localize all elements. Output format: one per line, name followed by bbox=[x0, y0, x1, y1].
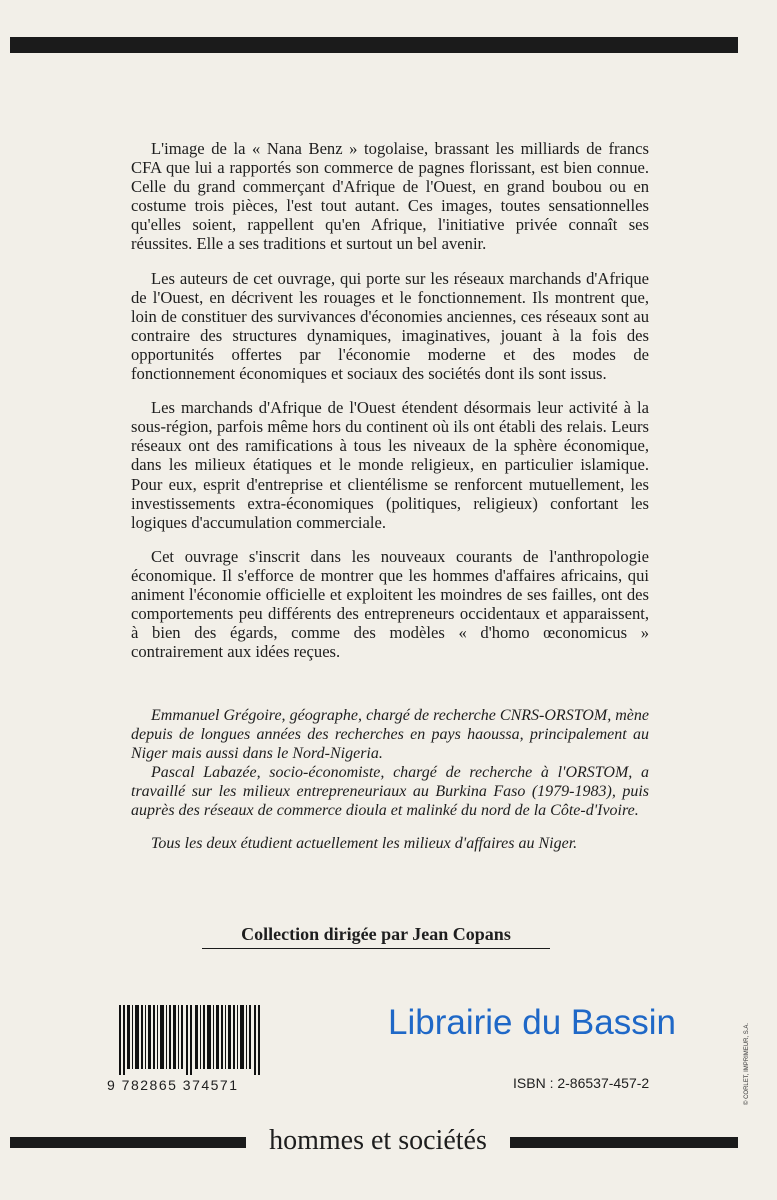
bottom-band-right bbox=[510, 1137, 738, 1148]
bookshop-watermark: Librairie du Bassin bbox=[388, 1003, 676, 1042]
blurb-text bbox=[131, 139, 649, 676]
blurb-paragraph-3: Les marchands d'Afrique de l'Ouest étendent désormais leur activité à la sous-région, parfois même hors du continent où ils ont établi des relais. Leurs réseaux ont des ramifications à tous les niveaux de la sphère économique, dans les milieux étatiques et le monde religieux, en particulier islamique. Pour eux, esprit d'entreprise et clientélisme se renforcent mutuellement, les investissements extra-économiques (politiques, religieux) confortant les logiques d'accumulation commerciale. bbox=[131, 398, 649, 532]
blurb-paragraph-1: L'image de la « Nana Benz » togolaise, brassant les milliards de francs CFA que lui a rapportés son commerce de pagnes florissant, est bien connue. Celle du grand commerçant d'Afrique de l'Ouest, en grand boubou ou en costume trois pièces, l'est tout autant. Ces images, toutes sensationnelles qu'elles soient, rappellent qu'en Afrique, l'initiative privée connaît ses réussites. Elle a ses traditions et surtout un bel avenir. bbox=[131, 139, 649, 254]
blurb-paragraph-4: Cet ouvrage s'inscrit dans les nouveaux courants de l'anthropologie économique. Il s'efforce de montrer que les hommes d'affaires africains, qui animent l'économie officielle et exploitent les moindres de ses failles, ont des comportements peu différents des entrepreneurs occidentaux et apparaissent, à bien des égards, comme des modèles « d'homo œconomicus » contrairement aux idées reçues. bbox=[131, 546, 649, 662]
authors-closing-line: Tous les deux étudient actuellement les milieux d'affaires au Niger. bbox=[151, 835, 578, 852]
collection-editor-line: Collection dirigée par Jean Copans bbox=[202, 924, 550, 949]
isbn: ISBN : 2-86537-457-2 bbox=[513, 1075, 650, 1091]
barcode bbox=[107, 1005, 277, 1095]
blurb-paragraph-2: Les auteurs de cet ouvrage, qui porte sur les réseaux marchands d'Afrique de l'Ouest, en décrivent les rouages et le fonctionnement. Ils montrent que, loin de constituer des survivances d'économies anciennes, ces réseaux sont au contraire des structures dynamiques, imaginatives, jouant à la fois des opportunités offertes par l'économie moderne et des modes de fonctionnement économiques et sociaux des sociétés dont ils sont issus. bbox=[131, 268, 649, 384]
barcode-bars bbox=[107, 1005, 277, 1075]
printer-credit: © CORLET, IMPRIMEUR, S.A. bbox=[744, 1022, 750, 1105]
author-bio-labazee: Pascal Labazée, socio-économiste, chargé de recherche à l'ORSTOM, a travaillé sur les milieux entrepreneuriaux au Burkina Faso (1979-1983), puis auprès des réseaux de commerce dioula et malinké du nord de la Côte-d'Ivoire. bbox=[131, 764, 649, 819]
barcode-number: 9 782865 374571 bbox=[107, 1077, 239, 1093]
bottom-band-left bbox=[10, 1137, 246, 1148]
series-title: hommes et sociétés bbox=[269, 1125, 487, 1156]
author-bios bbox=[131, 706, 649, 853]
top-black-band bbox=[10, 37, 738, 53]
author-bio-gregoire: Emmanuel Grégoire, géographe, chargé de recherche CNRS-ORSTOM, mène depuis de longues années des recherches en pays haoussa, principalement au Niger mais aussi dans le Nord-Nigeria. bbox=[131, 707, 649, 762]
